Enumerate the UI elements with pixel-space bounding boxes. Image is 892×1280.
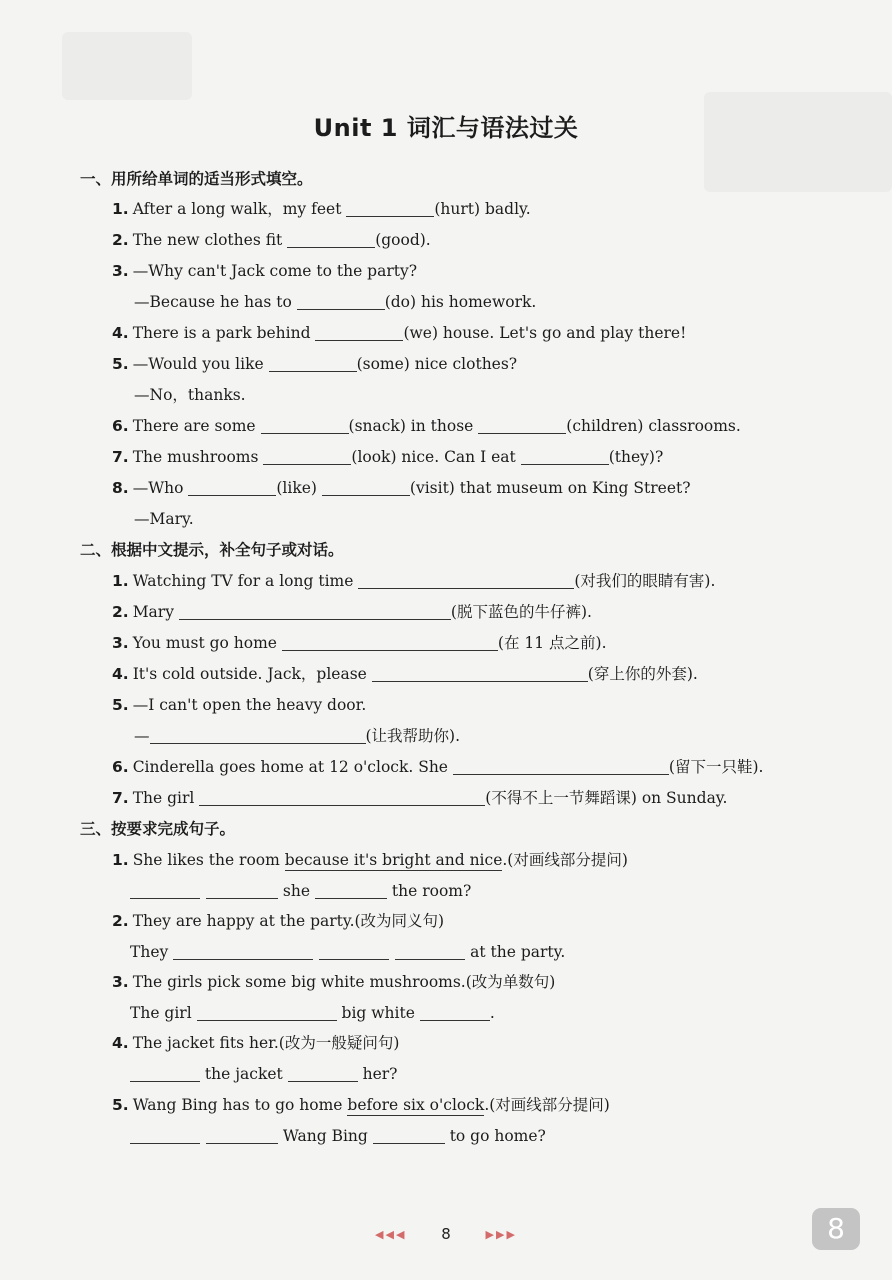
answer-blank[interactable] [372, 667, 588, 682]
answer-blank[interactable] [150, 729, 366, 744]
question-text: (we) house. Let's go and play there! [403, 324, 687, 342]
question-text: The mushrooms [132, 448, 264, 466]
answer-blank[interactable] [287, 233, 375, 248]
question-number: 2. [112, 603, 129, 621]
question-number: 8. [112, 479, 129, 497]
question-text: (穿上你的外套). [587, 665, 698, 683]
answer-blank[interactable] [297, 295, 385, 310]
question-text: (children) classrooms. [566, 417, 741, 435]
answer-blank[interactable] [395, 945, 465, 960]
question-text: —Because he has to [134, 293, 297, 311]
page-footer [0, 1225, 892, 1243]
question-text: (在 11 点之前). [497, 634, 607, 652]
answer-line [130, 1002, 495, 1024]
question-text: She likes the room [132, 851, 285, 869]
answer-blank[interactable] [358, 574, 574, 589]
answer-line [130, 941, 565, 963]
question-number: 4. [112, 665, 129, 683]
question-number: 1. [112, 572, 129, 590]
answer-blank[interactable] [261, 419, 349, 434]
question-number: 7. [112, 448, 129, 466]
answer-blank[interactable] [373, 1129, 445, 1144]
answer-blank[interactable] [288, 1067, 358, 1082]
question-text: —Who [132, 479, 189, 497]
question-text: Mary [132, 603, 179, 621]
answer-blank[interactable] [521, 450, 609, 465]
question-text: (对我们的眼睛有害). [574, 572, 716, 590]
question-text: The jacket fits her.(改为一般疑问句) [132, 1034, 400, 1052]
question-text: —Would you like [132, 355, 269, 373]
question-instruction: .(对画线部分提问) [484, 1096, 610, 1114]
question-text: —No，thanks. [134, 386, 246, 404]
question-number: 3. [112, 634, 129, 652]
section3-heading: 三、按要求完成句子。 [80, 820, 236, 838]
answer-blank[interactable] [267, 1006, 337, 1021]
question-text: There is a park behind [132, 324, 316, 342]
answer-text: big white [336, 1004, 420, 1022]
question-text: (look) nice. Can I eat [351, 448, 521, 466]
question-text: After a long walk，my feet [132, 200, 347, 218]
answer-blank[interactable] [130, 1129, 200, 1144]
question-text: (good). [375, 231, 431, 249]
answer-blank[interactable] [453, 760, 669, 775]
question-line [112, 663, 698, 685]
question-line [134, 508, 194, 530]
answer-text: . [489, 1004, 495, 1022]
question-line [134, 291, 536, 313]
answer-blank[interactable] [130, 884, 200, 899]
question-number: 1. [112, 851, 129, 869]
answer-line [130, 1125, 546, 1147]
underlined-part: before six o'clock [347, 1096, 485, 1114]
question-text: (visit) that museum on King Street? [409, 479, 691, 497]
question-text: It's cold outside. Jack，please [132, 665, 372, 683]
question-text: (hurt) badly. [434, 200, 531, 218]
answer-blank[interactable] [173, 945, 243, 960]
question-number: 5. [112, 1096, 129, 1114]
answer-blank[interactable] [206, 884, 278, 899]
answer-text: her? [357, 1065, 398, 1083]
answer-blank[interactable] [243, 945, 313, 960]
page-badge: 8 [812, 1208, 860, 1250]
question-number: 5. [112, 696, 129, 714]
question-line [112, 601, 592, 623]
question-text: The girls pick some big white mushrooms.(改为单数句) [132, 973, 556, 991]
question-number: 2. [112, 231, 129, 249]
answer-text: the room? [386, 882, 472, 900]
answer-blank[interactable] [420, 1006, 490, 1021]
question-text: (脱下蓝色的牛仔裤). [450, 603, 592, 621]
answer-blank[interactable] [179, 605, 451, 620]
question-text: (do) his homework. [384, 293, 537, 311]
question-text: The girl [132, 789, 200, 807]
answer-text: the jacket [200, 1065, 288, 1083]
answer-blank[interactable] [197, 1006, 267, 1021]
section2-heading: 二、根据中文提示，补全句子或对话。 [80, 541, 344, 559]
question-number: 7. [112, 789, 129, 807]
question-text: (snack) in those [348, 417, 479, 435]
question-line [112, 446, 663, 468]
question-number: 6. [112, 417, 129, 435]
question-text: Wang Bing has to go home [132, 1096, 348, 1114]
question-number: 3. [112, 973, 129, 991]
question-line [112, 971, 555, 993]
question-line [112, 694, 366, 716]
question-line [112, 632, 607, 654]
question-line [112, 849, 628, 871]
answer-blank[interactable] [478, 419, 566, 434]
question-line [112, 570, 715, 592]
answer-blank[interactable] [269, 357, 357, 372]
answer-line [130, 880, 471, 902]
question-line [112, 415, 741, 437]
answer-line [130, 1063, 398, 1085]
question-line [112, 1032, 399, 1054]
question-text: (留下一只鞋). [668, 758, 764, 776]
answer-blank[interactable] [319, 945, 389, 960]
question-line [112, 787, 727, 809]
question-line [112, 198, 531, 220]
answer-blank[interactable] [130, 1067, 200, 1082]
question-line [112, 477, 691, 499]
answer-blank[interactable] [322, 481, 410, 496]
question-number: 6. [112, 758, 129, 776]
question-line [112, 229, 431, 251]
question-text: —Why can't Jack come to the party? [132, 262, 418, 280]
question-line [112, 260, 417, 282]
question-number: 2. [112, 912, 129, 930]
question-text: —I can't open the heavy door. [132, 696, 367, 714]
question-text: You must go home [132, 634, 282, 652]
answer-text: to go home? [444, 1127, 546, 1145]
question-text: (like) [276, 479, 322, 497]
question-number: 5. [112, 355, 129, 373]
answer-text: Wang Bing [278, 1127, 373, 1145]
question-number: 4. [112, 324, 129, 342]
answer-blank[interactable] [263, 450, 351, 465]
question-text: There are some [132, 417, 261, 435]
section1-heading: 一、用所给单词的适当形式填空。 [80, 170, 313, 188]
next-arrows-icon: ▶▶▶ [485, 1228, 517, 1241]
question-line [112, 910, 444, 932]
answer-blank[interactable] [315, 326, 403, 341]
answer-blank[interactable] [315, 884, 387, 899]
question-line [134, 725, 460, 747]
page-number: 8 [441, 1225, 451, 1243]
question-text: (they)? [608, 448, 664, 466]
scan-smudge-left [62, 32, 192, 100]
question-text: —Mary. [134, 510, 194, 528]
question-instruction: .(对画线部分提问) [502, 851, 628, 869]
answer-blank[interactable] [282, 636, 498, 651]
question-line [112, 1094, 610, 1116]
question-text: — [134, 727, 150, 745]
question-number: 1. [112, 200, 129, 218]
question-text: (不得不上一节舞蹈课) on Sunday. [485, 789, 728, 807]
answer-text: at the party. [465, 943, 566, 961]
page-title: Unit 1 词汇与语法过关 [313, 114, 579, 142]
question-line [134, 384, 246, 406]
answer-text: The girl [130, 1004, 197, 1022]
prev-arrows-icon: ◀◀◀ [375, 1228, 407, 1241]
question-text: (让我帮助你). [365, 727, 461, 745]
answer-text: They [130, 943, 174, 961]
underlined-part: because it's bright and nice [284, 851, 503, 869]
answer-blank[interactable] [206, 1129, 278, 1144]
question-text: They are happy at the party.(改为同义句) [132, 912, 445, 930]
answer-blank[interactable] [199, 791, 485, 806]
answer-blank[interactable] [346, 202, 434, 217]
question-line [112, 322, 686, 344]
question-text: (some) nice clothes? [356, 355, 518, 373]
answer-text: she [278, 882, 315, 900]
question-number: 3. [112, 262, 129, 280]
question-line [112, 756, 763, 778]
question-text: Cinderella goes home at 12 o'clock. She [132, 758, 453, 776]
question-text: Watching TV for a long time [132, 572, 359, 590]
answer-blank[interactable] [188, 481, 276, 496]
question-number: 4. [112, 1034, 129, 1052]
question-line [112, 353, 517, 375]
question-text: The new clothes fit [132, 231, 288, 249]
